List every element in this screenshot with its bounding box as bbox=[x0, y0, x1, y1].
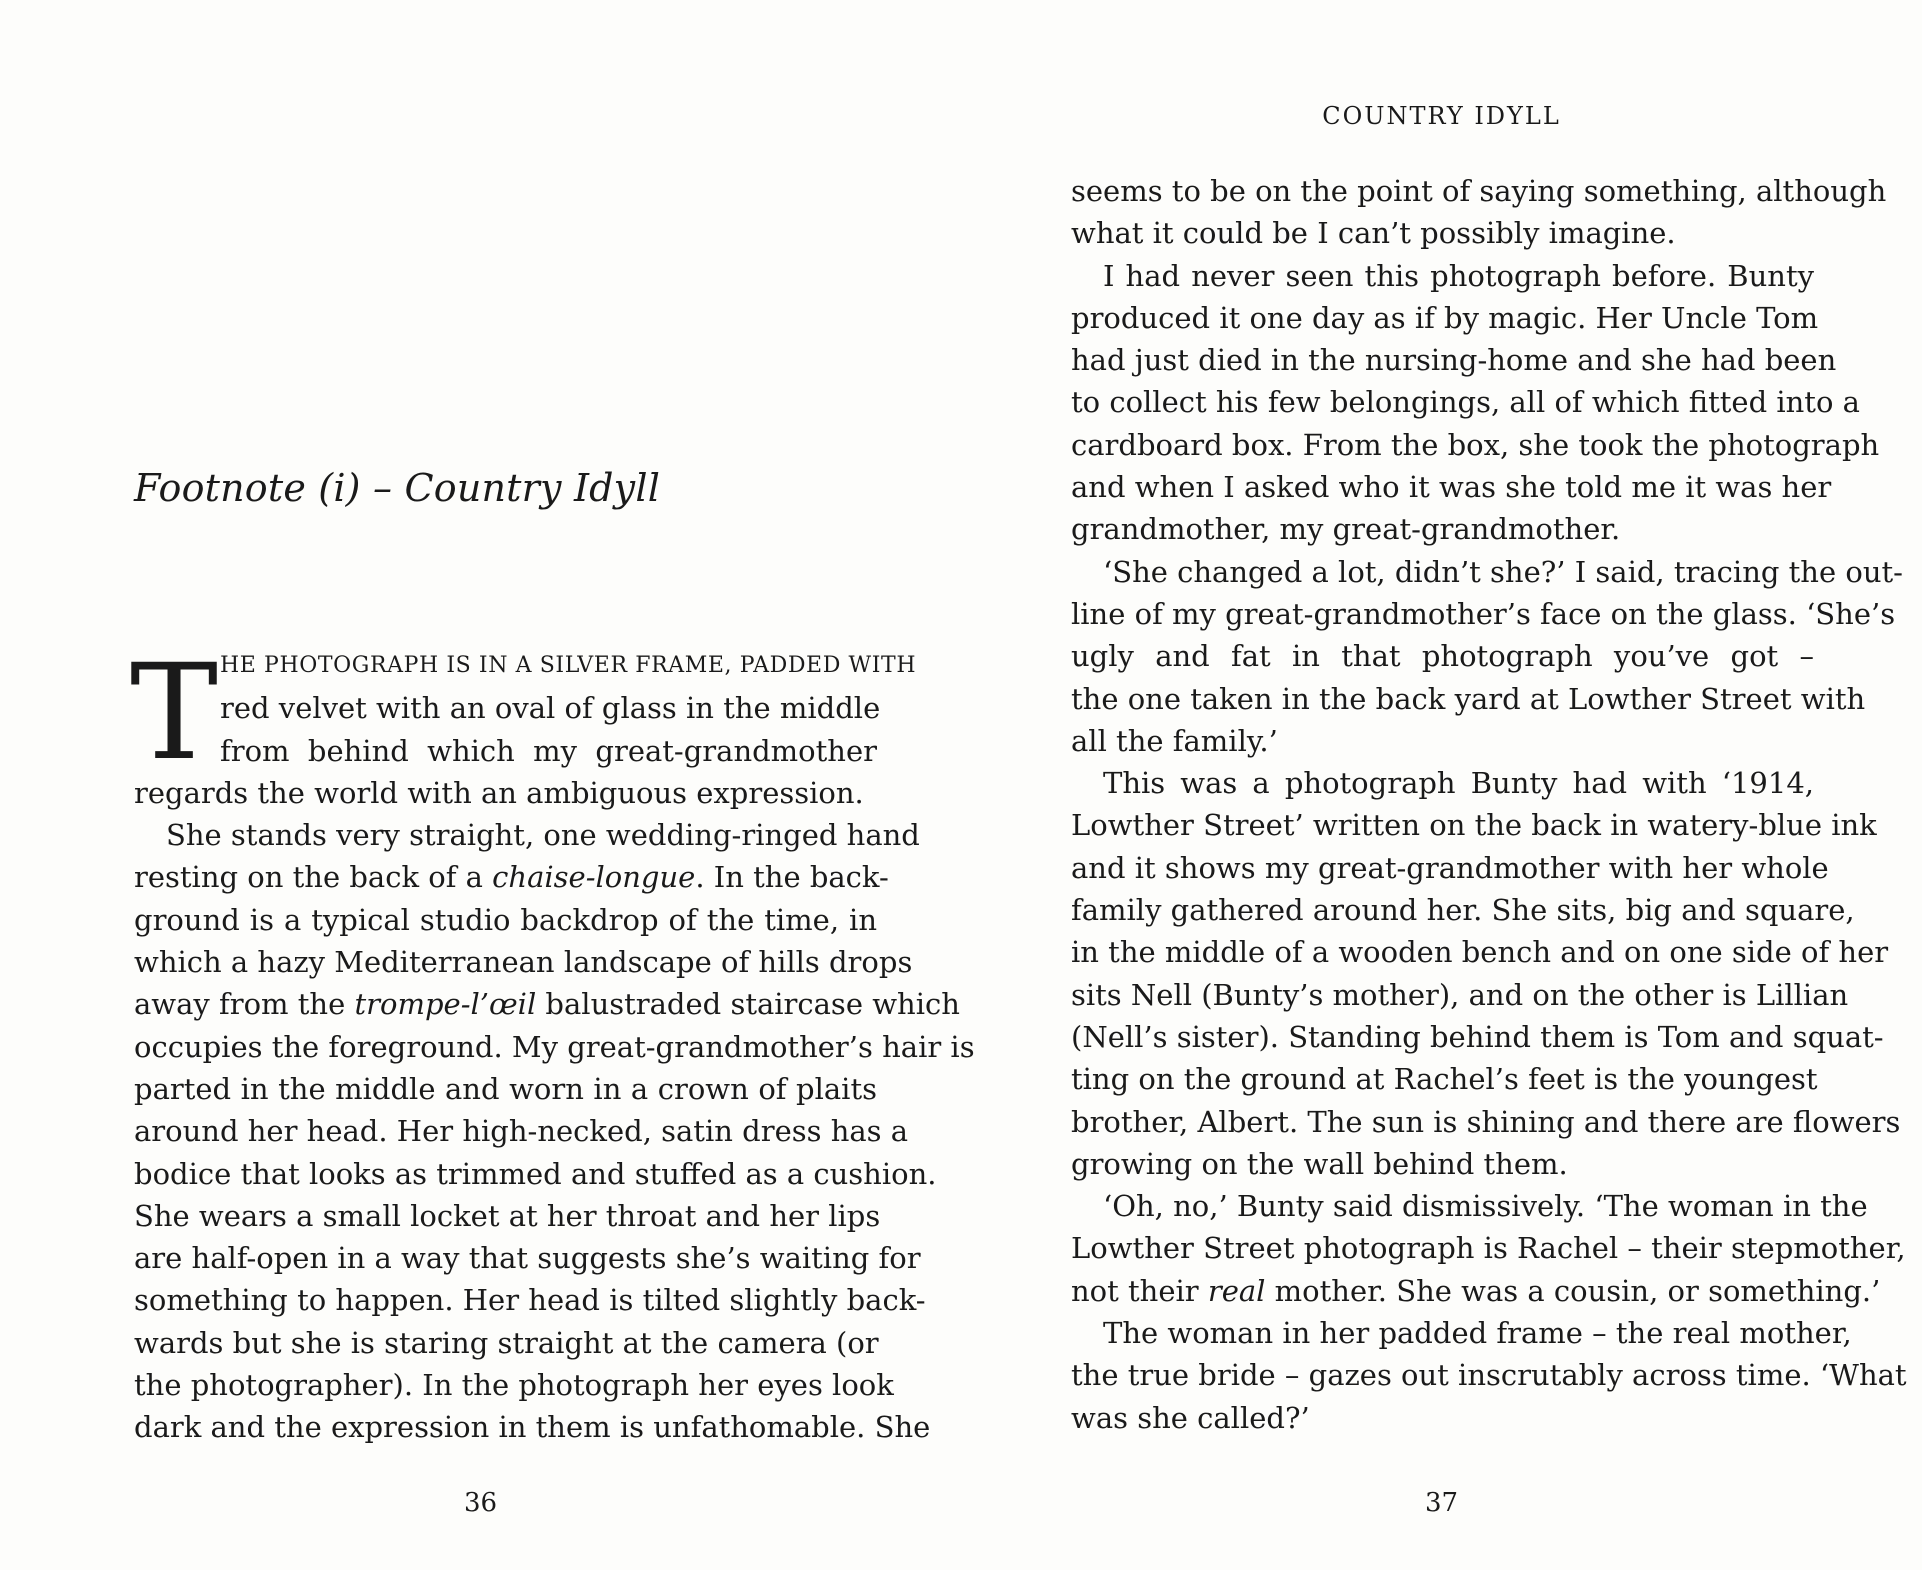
text-line: wards but she is staring straight at the camera (or bbox=[134, 1325, 879, 1360]
right-body-text bbox=[1071, 170, 1907, 1439]
text-line: Lowther Street photograph is Rachel – their stepmother, bbox=[1071, 1231, 1906, 1266]
text-line: (Nell’s sister). Standing behind them is Tom and squat- bbox=[1071, 1019, 1884, 1054]
text-line: line of my great-grandmother’s face on the glass. ‘She’s bbox=[1071, 596, 1896, 631]
text-line: family gathered around her. She sits, big and square, bbox=[1071, 893, 1855, 928]
text-line: ugly and fat in that photograph you’ve got – bbox=[1071, 639, 1814, 674]
text-line: the one taken in the back yard at Lowther Street with bbox=[1071, 681, 1866, 716]
text-line: ‘Oh, no,’ Bunty said dismissively. ‘The woman in the bbox=[1103, 1189, 1868, 1224]
text-line: red velvet with an oval of glass in the middle bbox=[220, 691, 881, 726]
text-span: resting on the back of a bbox=[134, 860, 493, 895]
text-line: sits Nell (Bunty’s mother), and on the other is Lillian bbox=[1071, 977, 1849, 1012]
text-line: brother, Albert. The sun is shining and there are flowers bbox=[1071, 1104, 1901, 1139]
page-number-right: 37 bbox=[1424, 1488, 1459, 1518]
chapter-title: Footnote (i) – Country Idyll bbox=[134, 466, 661, 510]
text-line: was she called?’ bbox=[1071, 1400, 1310, 1435]
text-line: dark and the expression in them is unfathomable. She bbox=[134, 1410, 931, 1445]
text-line bbox=[1071, 1270, 1881, 1312]
italic-text: trompe-l’œil bbox=[354, 987, 537, 1022]
text-span: . In the back- bbox=[695, 860, 889, 895]
text-line: ‘She changed a lot, didn’t she?’ I said, tracing the out- bbox=[1103, 554, 1903, 589]
text-line: from behind which my great-grandmother bbox=[220, 733, 877, 768]
text-line: had just died in the nursing-home and she had been bbox=[1071, 343, 1837, 378]
italic-text: real bbox=[1207, 1273, 1266, 1308]
text-line: to collect his few belongings, all of which fitted into a bbox=[1071, 385, 1860, 420]
text-line: growing on the wall behind them. bbox=[1071, 1146, 1568, 1181]
text-line bbox=[134, 856, 889, 898]
text-line: parted in the middle and worn in a crown of plaits bbox=[134, 1071, 877, 1106]
text-line: I had never seen this photograph before. Bunty bbox=[1103, 258, 1814, 293]
text-line: grandmother, my great-grandmother. bbox=[1071, 512, 1621, 547]
text-line: and it shows my great-grandmother with her whole bbox=[1071, 850, 1829, 885]
running-head: COUNTRY IDYLL bbox=[1322, 102, 1561, 130]
text-line: regards the world with an ambiguous expression. bbox=[134, 775, 864, 810]
right-page bbox=[961, 0, 1922, 1570]
text-line bbox=[134, 983, 960, 1025]
text-line: ground is a typical studio backdrop of the time, in bbox=[134, 902, 877, 937]
text-line: Lowther Street’ written on the back in watery-blue ink bbox=[1071, 808, 1877, 843]
text-span: mother. She was a cousin, or something.’ bbox=[1265, 1273, 1881, 1308]
text-line: which a hazy Mediterranean landscape of hills drops bbox=[134, 945, 913, 980]
text-line: around her head. Her high-necked, satin dress has a bbox=[134, 1114, 909, 1149]
page-number-left: 36 bbox=[463, 1488, 498, 1518]
text-line: produced it one day as if by magic. Her Uncle Tom bbox=[1071, 300, 1819, 335]
left-body-text bbox=[130, 636, 975, 1449]
text-line: in the middle of a wooden bench and on one side of her bbox=[1071, 935, 1889, 970]
text-line: the photographer). In the photograph her eyes look bbox=[134, 1368, 894, 1403]
text-line: something to happen. Her head is tilted slightly back- bbox=[134, 1283, 926, 1318]
text-line: cardboard box. From the box, she took the photograph bbox=[1071, 427, 1880, 462]
text-line: ting on the ground at Rachel’s feet is the youngest bbox=[1071, 1062, 1818, 1097]
text-span: balustraded staircase which bbox=[536, 987, 960, 1022]
text-line: This was a photograph Bunty had with ‘1914, bbox=[1103, 766, 1814, 801]
text-line: all the family.’ bbox=[1071, 723, 1278, 758]
text-line: bodice that looks as trimmed and stuffed as a cushion. bbox=[134, 1156, 937, 1191]
text-line: the true bride – gazes out inscrutably across time. ‘What bbox=[1071, 1358, 1907, 1393]
opening-small-caps-line: HE PHOTOGRAPH IS IN A SILVER FRAME, PADDED WITH bbox=[220, 653, 917, 678]
text-line: She wears a small locket at her throat and her lips bbox=[134, 1198, 881, 1233]
italic-text: chaise-longue bbox=[492, 860, 696, 895]
text-line: occupies the foreground. My great-grandmother’s hair is bbox=[134, 1029, 975, 1064]
text-span: away from the bbox=[134, 987, 355, 1022]
drop-cap: T bbox=[130, 636, 219, 790]
text-line: and when I asked who it was she told me it was her bbox=[1071, 470, 1832, 505]
text-span: not their bbox=[1071, 1273, 1208, 1308]
text-line: The woman in her padded frame – the real mother, bbox=[1103, 1316, 1852, 1351]
text-line: what it could be I can’t possibly imagine. bbox=[1071, 216, 1676, 251]
text-line: seems to be on the point of saying something, although bbox=[1071, 174, 1887, 208]
text-line: are half-open in a way that suggests she’s waiting for bbox=[134, 1241, 921, 1276]
text-line: She stands very straight, one wedding-ringed hand bbox=[166, 818, 920, 853]
